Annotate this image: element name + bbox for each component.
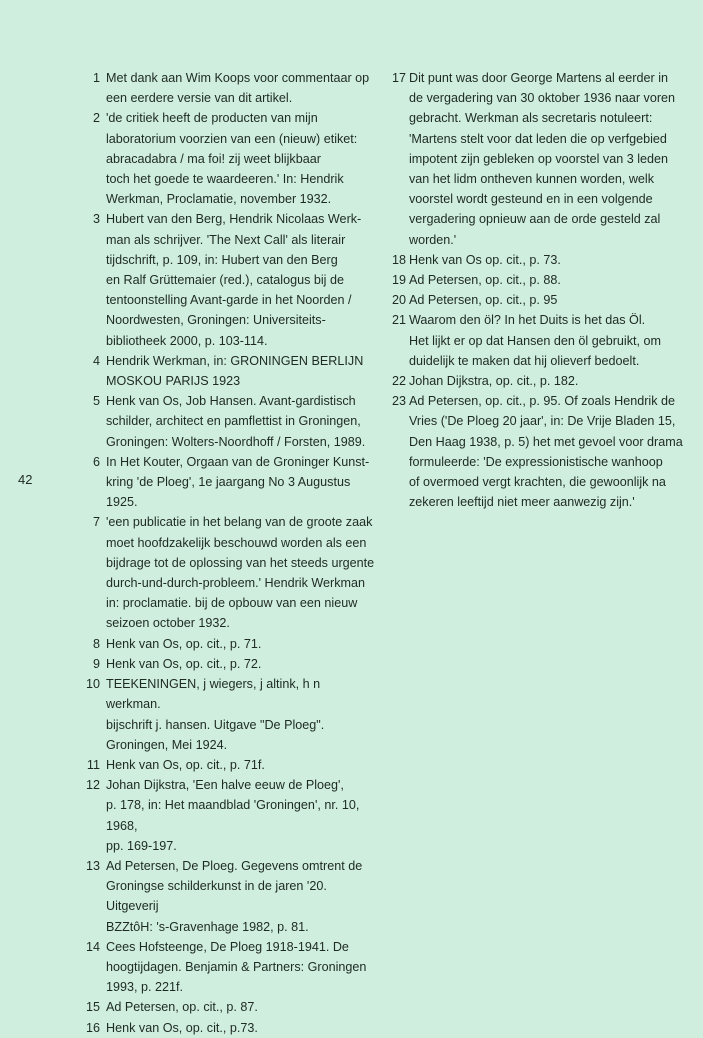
footnote	[86, 108, 376, 209]
footnote-number: 5	[92, 394, 100, 409]
footnote	[392, 310, 692, 371]
footnote-text: Henk van Os, Job Hansen. Avant-gardistisch schilder, architect en pamflettist in Groningen, Groningen: Wolters-Noordhoff / Forsten, 1989.	[106, 394, 366, 449]
footnote-text: Henk van Os, op. cit., p. 72.	[106, 656, 262, 671]
footnote-number: 23	[392, 394, 407, 409]
footnote	[86, 775, 376, 856]
footnote-text: Dit punt was door George Martens al eerder in de vergadering van 30 oktober 1936 naar voren gebracht. Werkman als secretaris notuleert: 'Martens stelt voor dat leden die op verfgebied impotent zijn gebleken op voorstel van 3 leden van het lidm ontheven kunnen worden, welk voorstel wordt gesteund en in een volgende vergadering opnieuw aan de orde gesteld zal worden.'	[409, 71, 676, 247]
footnote-text: 'een publicatie in het belang van de groote zaak moet hoofdzakelijk beschouwd worden als een bijdrage tot de oplossing van het steeds urgente durch-und-durch-probleem.' Hendrik Werkman in: proclamatie. bij de opbouw van een nieuw seizoen october 1932.	[106, 515, 375, 631]
footnote-text: Johan Dijkstra, 'Een halve eeuw de Ploeg', p. 178, in: Het maandblad 'Groningen', nr. 10, 1968, pp. 169-197.	[106, 778, 360, 853]
footnote-text: Henk van Os, op. cit., p.73.	[106, 1020, 258, 1035]
footnote	[86, 351, 376, 391]
footnote-number: 16	[86, 1020, 101, 1035]
footnote-number: 7	[92, 515, 100, 530]
footnote-text: Ad Petersen, op. cit., p. 88.	[409, 273, 561, 288]
footnote-number: 8	[92, 636, 100, 651]
footnote	[86, 452, 376, 513]
footnote-number: 6	[92, 454, 100, 469]
footnote-text: Ad Petersen, op. cit., p. 95. Of zoals Hendrik de Vries ('De Ploeg 20 jaar', in: De Vrije Bladen 15, Den Haag 1938, p. 5) het met gevoel voor drama formuleerde: 'De expressionistische wanhoop of overmoed vergt krachten, die gewoonlijk na zekeren leeftijd niet meer aanwezig zijn.'	[409, 394, 683, 510]
footnote-number: 2	[92, 111, 100, 126]
footnote-text: Johan Dijkstra, op. cit., p. 182.	[409, 374, 579, 389]
footnote-text: Hendrik Werkman, in: GRONINGEN BERLIJN MOSKOU PARIJS 1923	[106, 353, 364, 389]
footnote	[392, 290, 692, 310]
footnote-text: Cees Hofsteenge, De Ploeg 1918-1941. De hoogtijdagen. Benjamin & Partners: Groningen 1993, p. 221f.	[106, 939, 367, 995]
footnote-text: Henk van Os op. cit., p. 73.	[409, 252, 561, 267]
footnote	[86, 68, 376, 108]
footnote-number: 18	[392, 252, 407, 267]
footnote-text: Henk van Os, op. cit., p. 71.	[106, 636, 262, 651]
footnote-number: 11	[86, 757, 100, 772]
footnote	[86, 937, 376, 998]
footnote	[86, 209, 376, 350]
footnote	[86, 1018, 376, 1038]
notes-column-right	[392, 68, 692, 512]
footnote-number: 12	[86, 778, 101, 793]
footnote	[392, 371, 692, 391]
footnote-text: Ad Petersen, op. cit., p. 95	[409, 293, 558, 308]
footnote-text: Henk van Os, op. cit., p. 71f.	[106, 757, 265, 772]
page-number: 42	[18, 472, 33, 487]
footnote	[392, 270, 692, 290]
footnote-text: Ad Petersen, op. cit., p. 87.	[106, 1000, 258, 1015]
footnote	[86, 654, 376, 674]
footnote-number: 15	[86, 1000, 101, 1015]
footnote-number: 1	[92, 71, 100, 85]
footnote-number: 3	[92, 212, 100, 227]
footnote-number: 13	[86, 858, 101, 873]
footnote-text: TEEKENINGEN, j wiegers, j altink, h n werkman. bijschrift j. hansen. Uitgave "De Ploeg". Groningen, Mei 1924.	[106, 677, 325, 752]
footnote-number: 4	[92, 353, 100, 368]
footnote-text: In Het Kouter, Orgaan van de Groninger Kunst- kring 'de Ploeg', 1e jaargang No 3 Augustus 1925.	[106, 454, 370, 510]
footnote-number: 14	[86, 939, 101, 954]
notes-column-left	[86, 68, 376, 1038]
footnote-number: 9	[92, 656, 100, 671]
footnote-number: 17	[392, 71, 407, 85]
footnote-text: Waarom den öl? In het Duits is het das Öl. Het lijkt er op dat Hansen den öl gebruikt, om duidelijk te maken dat hij olieverf bedoelt.	[409, 313, 662, 368]
footnote	[392, 68, 692, 250]
footnote-text: Hubert van den Berg, Hendrik Nicolaas Werk- man als schrijver. 'The Next Call' als literair tijdschrift, p. 109, in: Hubert van den Berg en Ralf Grüttemaier (red.), catalogus bij de tentoonstelling Avant-garde in het Noorden / Noordwesten, Groningen: Universiteits- bibliotheek 2000, p. 103-114.	[106, 212, 362, 348]
footnote-number: 10	[86, 677, 101, 692]
footnote-text: 'de critiek heeft de producten van mijn laboratorium voorzien van een (nieuw) etiket: abracadabra / ma foi! zij weet blijkbaar toch het goede te waardeeren.' In: Hendrik Werkman, Proclamatie, november 1932.	[106, 111, 358, 207]
footnote	[392, 250, 692, 270]
footnote	[86, 755, 376, 775]
footnote	[86, 634, 376, 654]
footnote-number: 21	[392, 313, 407, 328]
footnote-number: 19	[392, 273, 407, 288]
footnote	[86, 391, 376, 452]
footnote-text: Ad Petersen, De Ploeg. Gegevens omtrent de Groningse schilderkunst in de jaren '20. Uitgeverij BZZtôH: 's-Gravenhage 1982, p. 81.	[106, 858, 363, 934]
footnote	[86, 674, 376, 755]
footnote	[86, 856, 376, 937]
footnote-number: 20	[392, 293, 407, 308]
footnote-number: 22	[392, 374, 407, 389]
footnote	[86, 512, 376, 633]
footnote	[392, 391, 692, 512]
footnote	[86, 997, 376, 1017]
footnote-text: Met dank aan Wim Koops voor commentaar op een eerdere versie van dit artikel.	[106, 71, 370, 106]
